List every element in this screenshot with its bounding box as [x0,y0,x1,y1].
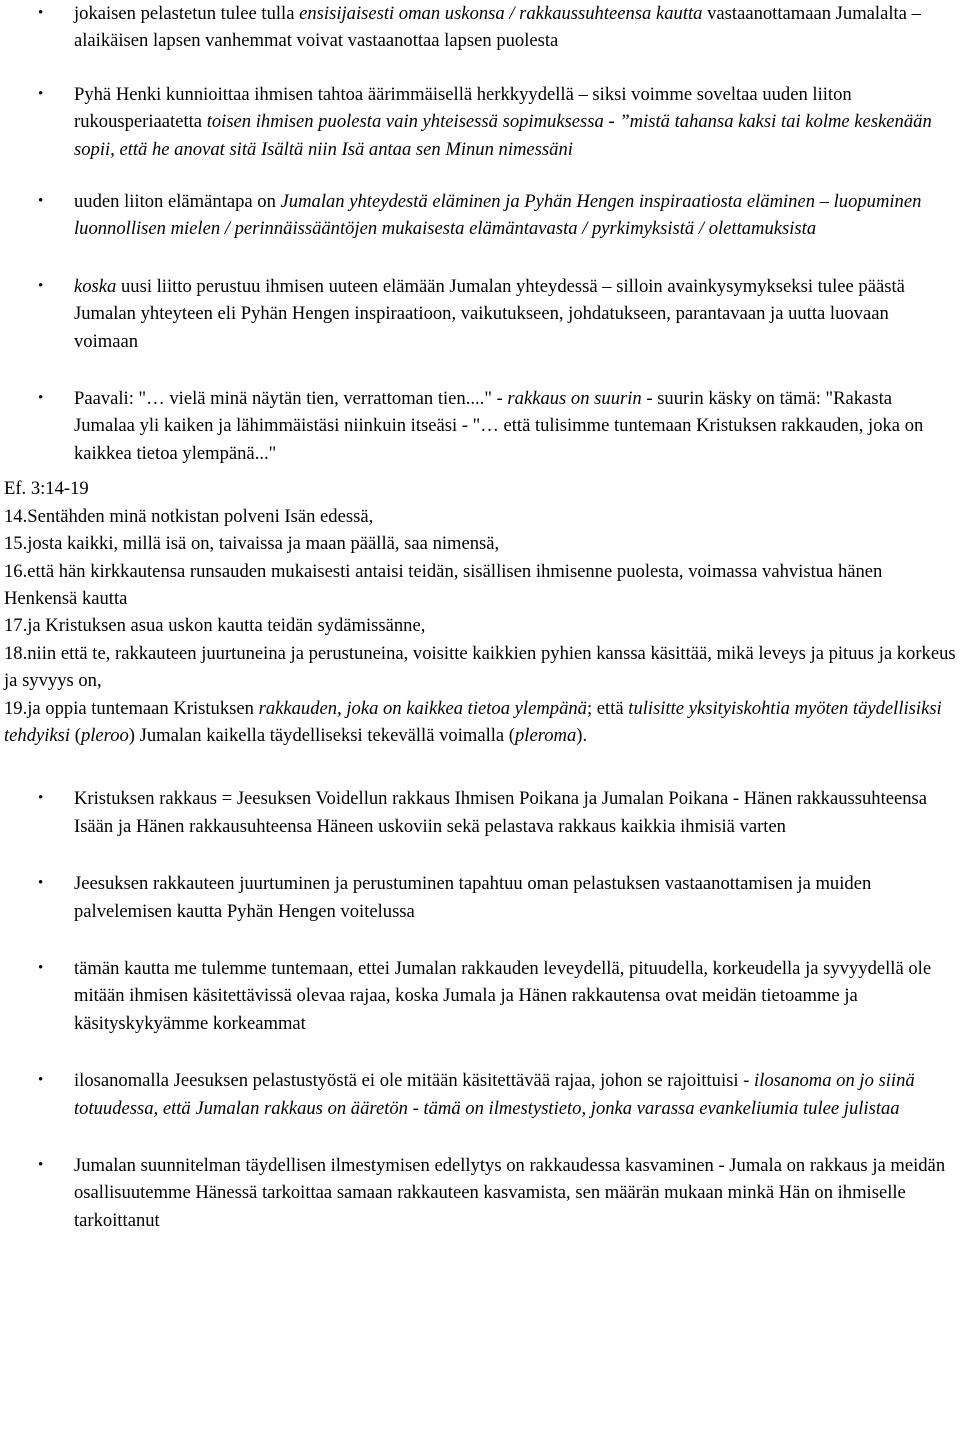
bullet-icon: • [38,875,44,892]
bullet-list-bottom [4,785,956,1234]
list-item [4,785,956,840]
verse-line: 18.niin että te, rakkauteen juurtuneina ja perustuneina, voisitte kaikkien pyhien kanssa käsittää, mikä leveys ja pituus ja korkeus ja syvyys on, [4,642,956,692]
document-page [4,0,956,1234]
paragraph-text: koska uusi liitto perustuu ihmisen uuteen elämään Jumalan yhteydessä – silloin avainkysymykseksi tulee päästä Jumalan yhteyteen eli Pyhän Hengen inspiraatioon, vaikutukseen, johdatukseen, parantavaan ja uutta luovaan voimaan [74,275,905,352]
verse-line: 17.ja Kristuksen asua uskon kautta teidän sydämissänne, [4,615,426,637]
bullet-list-top [4,0,956,467]
bullet-icon: • [38,277,44,294]
bullet-icon: • [38,1157,44,1173]
bullet-icon: • [38,5,44,21]
list-item [4,955,956,1037]
paragraph-text: jokaisen pelastetun tulee tulla ensisijaisesti oman uskonsa / rakkaussuhteensa kautta vastaanottamaan Jumalalta – alaikäisen lapsen vanhemmat voivat vastaanottaa lapsen puolesta [74,3,921,52]
bullet-icon: • [38,390,44,407]
list-item [4,870,956,925]
paragraph-text: Jumalan suunnitelman täydellisen ilmestymisen edellytys on rakkaudessa kasvaminen - Jumala on rakkaus ja meidän osallisuutemme Hänessä tarkoittaa samaan rakkauteen kasvamista, sen määrän mukaan minkä Hän on ihmiselle tarkoittanut [74,1155,946,1231]
list-item [4,273,956,355]
list-item [4,188,956,243]
verse-line: 19.ja oppia tuntemaan Kristuksen rakkauden, joka on kaikkea tietoa ylempänä; että tulisitte yksityiskohtia myöten täydellisiksi tehdyiksi (pleroo) Jumalan kaikella täydelliseksi tekevällä voimalla (pleroma). [4,697,942,746]
scripture-block [4,475,956,749]
paragraph-text: ilosanomalla Jeesuksen pelastustyöstä ei ole mitään käsitettävää rajaa, johon se rajoittuisi - ilosanoma on jo siinä totuudessa, että Jumalan rakkaus on ääretön - tämä on ilmestystieto, jonka varassa evankeliumia tulee julistaa [74,1070,915,1119]
paragraph-text: Pyhä Henki kunnioittaa ihmisen tahtoa äärimmäisellä herkkyydellä – siksi voimme soveltaa uuden liiton rukousperiaatetta toisen ihmisen puolesta vain yhteisessä sopimuksessa - ”mistä tahansa kaksi tai kolme keskenään sopii, että he anovat sitä Isältä niin Isä antaa sen Minun nimessäni [74,83,932,160]
scripture-reference: Ef. 3:14-19 [4,478,89,500]
list-item [4,0,956,55]
paragraph-text: Paavali: "… vielä minä näytän tien, verrattoman tien...." - rakkaus on suurin - suurin käsky on tämä: "Rakasta Jumalaa yli kaiken ja lähimmäistäsi niinkuin itseäsi - "… että tulisimme tuntemaan Kristuksen rakkauden, joka on kaikkea tietoa ylempänä..." [74,388,924,464]
verse-line: 14.Sentähden minä notkistan polveni Isän edessä, [4,505,374,527]
list-item [4,1152,956,1234]
paragraph-text: uuden liiton elämäntapa on Jumalan yhteydestä eläminen ja Pyhän Hengen inspiraatiosta eläminen – luopuminen luonnollisen mielen / perinnäissääntöjen mukaisesta elämäntavasta / pyrkimyksistä / olettamuksista [74,191,922,240]
paragraph-text: Jeesuksen rakkauteen juurtuminen ja perustuminen tapahtuu oman pelastuksen vastaanottamisen ja muiden palvelemisen kautta Pyhän Hengen voitelussa [74,873,872,922]
verse-line: 15.josta kaikki, millä isä on, taivaissa ja maan päällä, saa nimensä, [4,533,500,555]
bullet-icon: • [38,959,44,976]
bullet-icon: • [38,790,44,807]
bullet-icon: • [38,1072,44,1089]
list-item [4,1067,956,1122]
list-item [4,81,956,163]
paragraph-text: Kristuksen rakkaus = Jeesuksen Voidellun rakkaus Ihmisen Poikana ja Jumalan Poikana - Hänen rakkaussuhteensa Isään ja Hänen rakkausuhteensa Häneen uskoviin sekä pelastava rakkaus kaikkia ihmisiä varten [74,788,928,837]
verse-line: 16.että hän kirkkautensa runsauden mukaisesti antaisi teidän, sisällisen ihmisenne puolesta, voimassa vahvistua hänen Henkensä kautta [4,560,883,609]
bullet-icon: • [38,193,44,210]
paragraph-text: tämän kautta me tulemme tuntemaan, ettei Jumalan rakkauden leveydellä, pituudella, korkeudella ja syvyydellä ole mitään ihmisen käsitettävissä olevaa rajaa, koska Jumala ja Hänen rakkautensa ovat meidän tietoamme ja käsityskykyämme korkeammat [74,957,932,1034]
bullet-icon: • [38,85,44,102]
list-item [4,385,956,467]
